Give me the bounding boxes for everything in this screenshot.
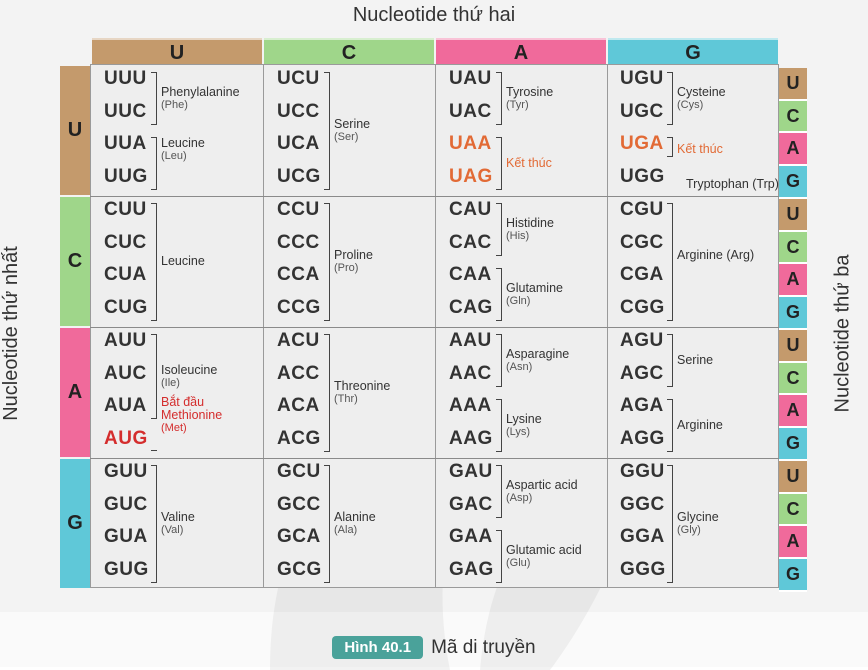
amino-acid-abbr: (Glu) — [506, 557, 531, 570]
codon-cell: ACC — [277, 362, 320, 384]
amino-acid-name: Leucine — [161, 136, 205, 151]
figure-caption — [0, 636, 868, 659]
amino-acid-abbr: (His) — [506, 230, 530, 242]
codon-cell: AUU — [104, 330, 147, 351]
amino-acid-name: Cysteine — [677, 85, 726, 99]
codon-cell: GGU — [620, 461, 665, 482]
amino-acid-name: Glutamine — [506, 281, 563, 296]
codon-cell: UCC — [277, 100, 320, 122]
amino-acid-name: Aspartic acid — [506, 478, 578, 492]
amino-acid-abbr: (Asp) — [506, 492, 533, 504]
codon-cell: UAA — [449, 133, 492, 155]
codon-cell: UGA — [620, 133, 664, 155]
amino-acid-name: Asparagine — [506, 347, 570, 361]
codon-cell: UCA — [277, 133, 320, 155]
codon-cell: GUG — [104, 559, 149, 581]
row-header-u: U — [60, 66, 90, 195]
codon-cell: GUC — [104, 493, 148, 515]
amino-acid-label — [506, 217, 554, 243]
codon-cell: GCU — [277, 461, 321, 482]
third-nucleotide-cell: U — [779, 199, 807, 232]
amino-acid-abbr: (Gly) — [677, 524, 701, 536]
codon-cell: UUC — [104, 100, 147, 122]
bracket-icon — [324, 72, 330, 190]
codon-cell: AGG — [620, 428, 665, 450]
amino-acid-label — [334, 118, 370, 144]
amino-acid-abbr: (Val) — [161, 524, 184, 536]
amino-acid-name: Glycine — [677, 510, 719, 524]
bracket-icon — [667, 72, 673, 125]
bracket-icon — [324, 203, 330, 321]
codon-cell: CUA — [104, 264, 147, 286]
codon-cell: ACA — [277, 395, 320, 417]
amino-acid-abbr: (Lys) — [506, 426, 531, 439]
codon-cell: AUC — [104, 362, 147, 384]
third-nucleotide-cell: C — [779, 101, 807, 134]
codon-cell: UGG — [620, 166, 665, 188]
amino-acid-name: Bắt đầu — [161, 395, 205, 410]
codon-cell: AAC — [449, 362, 492, 384]
amino-acid-name: Methionine — [161, 408, 223, 423]
bracket-icon — [151, 334, 157, 419]
codon-cell: CUG — [104, 297, 148, 319]
third-nucleotide-cell: U — [779, 330, 807, 363]
amino-acid-name: Proline — [334, 248, 373, 262]
codon-cell: GGC — [620, 493, 665, 515]
codon-cell: UGC — [620, 100, 664, 122]
amino-acid-label — [677, 354, 713, 367]
amino-acid-name: Kết thúc — [506, 156, 552, 171]
codon-cell: UAG — [449, 166, 493, 188]
bracket-icon — [496, 399, 502, 452]
amino-acid-label — [334, 511, 376, 537]
amino-acid-abbr: (Phe) — [161, 99, 188, 111]
column-divider — [263, 64, 264, 588]
bracket-icon — [496, 530, 502, 583]
bracket-icon — [496, 268, 502, 321]
amino-acid-abbr: (Leu) — [161, 150, 187, 163]
amino-acid-abbr: (Cys) — [677, 99, 704, 111]
codon-cell: GAC — [449, 493, 493, 515]
amino-acid-name: Valine — [161, 510, 195, 524]
amino-acid-name: Tryptophan (Trp) — [686, 177, 779, 192]
third-nucleotide-cell: G — [779, 166, 807, 199]
amino-acid-abbr: (Tyr) — [506, 99, 529, 111]
third-nucleotide-cell: C — [779, 363, 807, 396]
bracket-tick — [151, 450, 157, 451]
bracket-icon — [667, 334, 673, 387]
amino-acid-label — [506, 86, 553, 112]
column-header-a: A — [436, 38, 606, 66]
amino-acid-abbr: (Ala) — [334, 524, 358, 536]
amino-acid-name: Threonine — [334, 379, 391, 393]
codon-cell: GUU — [104, 461, 148, 482]
amino-acid-name: Glutamic acid — [506, 543, 582, 558]
amino-acid-label — [677, 249, 754, 262]
bracket-icon — [496, 203, 502, 256]
amino-acid-name: Lysine — [506, 412, 542, 427]
column-header-u: U — [92, 38, 262, 66]
codon-cell: GAU — [449, 461, 493, 482]
bracket-icon — [151, 465, 157, 583]
amino-acid-abbr: (Pro) — [334, 262, 359, 274]
third-nucleotide-cell: A — [779, 264, 807, 297]
bracket-icon — [496, 72, 502, 125]
bracket-icon — [667, 137, 673, 157]
codon-cell: CCA — [277, 264, 320, 286]
bracket-icon — [496, 465, 502, 518]
third-nucleotide-cell: G — [779, 428, 807, 461]
codon-cell: GGG — [620, 559, 666, 581]
bracket-icon — [151, 137, 157, 190]
third-nucleotide-cell: U — [779, 461, 807, 494]
codon-cell: AGC — [620, 362, 664, 384]
codon-cell: ACG — [277, 428, 321, 450]
codon-cell: AAA — [449, 395, 492, 417]
amino-acid-abbr: (Gln) — [506, 295, 531, 308]
amino-acid-name: Phenylalanine — [161, 85, 240, 99]
amino-acid-label — [677, 419, 723, 432]
row-header-c: C — [60, 197, 90, 326]
amino-acid-label — [677, 143, 723, 156]
third-nucleotide-cell: C — [779, 232, 807, 265]
bracket-icon — [324, 465, 330, 583]
second-nucleotide-title: Nucleotide thứ hai — [352, 4, 516, 26]
third-nucleotide-cell: A — [779, 526, 807, 559]
row-header-g: G — [60, 459, 90, 588]
third-nucleotide-cell: G — [779, 297, 807, 330]
amino-acid-label — [677, 86, 726, 112]
codon-cell: CGC — [620, 231, 664, 253]
amino-acid-name: Isoleucine — [161, 363, 218, 377]
codon-cell: GAG — [449, 559, 494, 581]
codon-cell: AAU — [449, 330, 492, 351]
bracket-icon — [151, 72, 157, 125]
codon-cell: GCG — [277, 559, 322, 581]
amino-acid-label — [334, 249, 373, 275]
bracket-icon — [324, 334, 330, 452]
third-nucleotide-cell: A — [779, 395, 807, 428]
amino-acid-label — [506, 157, 552, 170]
column-header-g: G — [608, 38, 778, 66]
codon-cell: UUG — [104, 166, 148, 188]
codon-cell: GAA — [449, 526, 493, 548]
amino-acid-label — [506, 348, 569, 374]
amino-acid-name: Serine — [334, 117, 371, 131]
third-nucleotide-cell: U — [779, 68, 807, 101]
codon-cell: AGU — [620, 330, 664, 351]
amino-acid-name: Kết thúc — [677, 142, 723, 157]
third-nucleotide-label: Nucleotide thứ ba — [831, 254, 854, 413]
codon-cell: CUC — [104, 231, 147, 253]
amino-acid-label — [161, 137, 205, 163]
codon-cell: CCG — [277, 297, 321, 319]
codon-cell: CGA — [620, 264, 664, 286]
amino-acid-label — [506, 544, 582, 570]
amino-acid-label — [161, 86, 240, 112]
third-nucleotide-cell: A — [779, 133, 807, 166]
codon-cell: CAG — [449, 297, 493, 319]
amino-acid-label — [677, 511, 719, 537]
codon-cell: AUA — [104, 395, 147, 417]
codon-cell: UUA — [104, 133, 147, 155]
amino-acid-label — [686, 178, 779, 191]
amino-acid-abbr: (Asn) — [506, 361, 533, 373]
amino-acid-label — [161, 255, 205, 268]
codon-cell: ACU — [277, 330, 320, 351]
column-divider — [607, 64, 608, 588]
amino-acid-abbr: (Ile) — [161, 377, 180, 389]
row-divider — [90, 458, 779, 459]
codon-cell: UAC — [449, 100, 492, 122]
codon-cell: GCC — [277, 493, 321, 515]
amino-acid-label — [161, 511, 195, 537]
amino-acid-abbr: (Thr) — [334, 393, 358, 405]
codon-cell: UGU — [620, 68, 664, 89]
amino-acid-label — [506, 413, 542, 439]
codon-cell: CGU — [620, 199, 664, 220]
amino-acid-name: Tyrosine — [506, 85, 554, 99]
figure-badge: Hình 40.1 — [332, 636, 423, 659]
codon-cell: AAG — [449, 428, 493, 450]
codon-cell: GUA — [104, 526, 148, 548]
amino-acid-label — [161, 364, 217, 390]
codon-cell: AUG — [104, 428, 148, 450]
first-nucleotide-label: Nucleotide thứ nhất — [0, 246, 22, 421]
codon-cell: CCC — [277, 231, 320, 253]
codon-cell: CAU — [449, 199, 492, 220]
column-header-c: C — [264, 38, 434, 66]
figure-title: Mã di truyền — [431, 636, 536, 658]
bracket-icon — [667, 465, 673, 583]
amino-acid-abbr: (Met) — [161, 422, 187, 435]
bracket-icon — [151, 203, 157, 321]
column-divider — [435, 64, 436, 588]
third-nucleotide-cell: G — [779, 559, 807, 592]
bracket-icon — [667, 399, 673, 452]
codon-cell: CAA — [449, 264, 492, 286]
amino-acid-name: Alanine — [334, 510, 376, 524]
amino-acid-label — [506, 282, 563, 308]
row-divider — [90, 327, 779, 328]
codon-cell: UCU — [277, 68, 320, 89]
codon-cell: UCG — [277, 166, 321, 188]
amino-acid-name: Histidine — [506, 216, 554, 230]
third-nucleotide-cell: C — [779, 494, 807, 527]
codon-cell: GGA — [620, 526, 665, 548]
amino-acid-name: Serine — [677, 353, 714, 367]
amino-acid-abbr: (Ser) — [334, 131, 359, 143]
amino-acid-name: Arginine (Arg) — [677, 248, 755, 262]
codon-cell: AGA — [620, 395, 664, 417]
amino-acid-label — [334, 380, 390, 406]
codon-cell: CAC — [449, 231, 492, 253]
amino-acid-name: Arginine — [677, 418, 723, 433]
amino-acid-name: Leucine — [161, 254, 205, 268]
row-divider — [90, 196, 779, 197]
codon-cell: CUU — [104, 199, 147, 220]
codon-cell: GCA — [277, 526, 321, 548]
bracket-icon — [496, 334, 502, 387]
codon-cell: CGG — [620, 297, 665, 319]
bracket-icon — [667, 203, 673, 321]
codon-cell: UUU — [104, 68, 147, 89]
codon-cell: CCU — [277, 199, 320, 220]
amino-acid-label — [161, 396, 222, 435]
codon-cell: UAU — [449, 68, 492, 89]
amino-acid-label — [506, 479, 578, 505]
bracket-icon — [496, 137, 502, 190]
row-header-a: A — [60, 328, 90, 457]
